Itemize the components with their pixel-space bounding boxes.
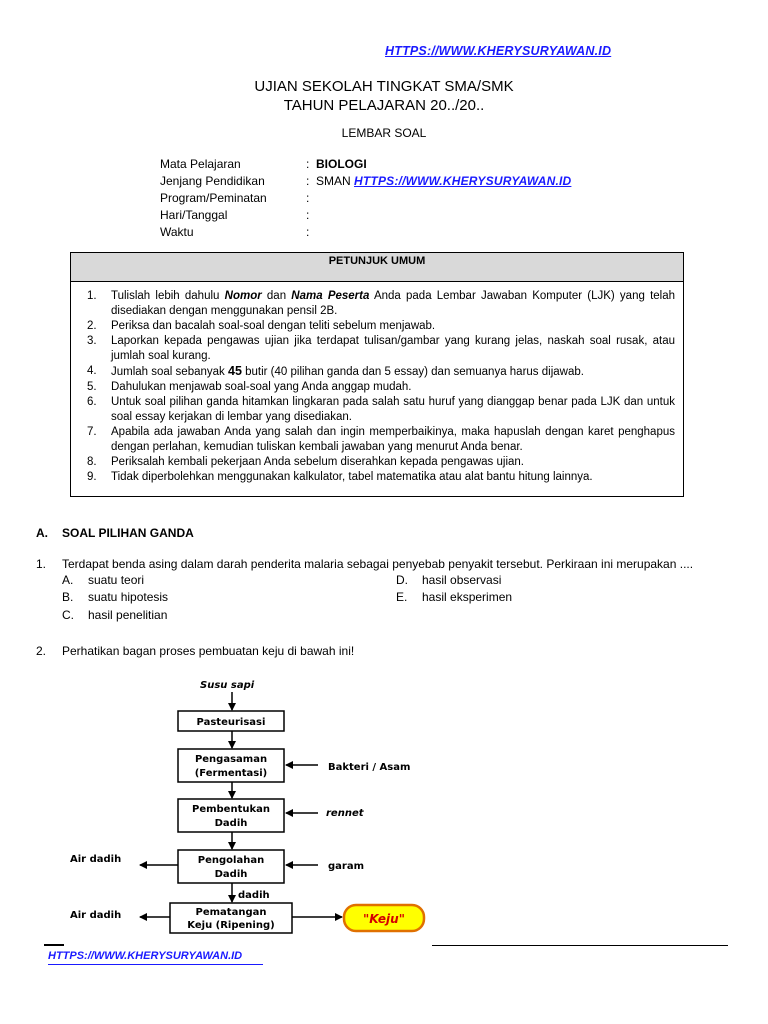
option-d[interactable]: D. hasil observasi (396, 573, 502, 587)
info-row-subject (160, 157, 571, 174)
top-website-link[interactable]: HTTPS://WWW.KHERYSURYAWAN.ID (385, 44, 612, 58)
step-label: Pembentukan (191, 804, 271, 815)
step-label: Dadih (214, 818, 248, 829)
info-label: Jenjang Pendidikan (160, 174, 265, 188)
info-value: BIOLOGI (316, 157, 367, 171)
instructions-heading: PETUNJUK UMUM (71, 253, 683, 282)
info-colon: : (306, 157, 310, 171)
instruction-number: 4. (87, 365, 97, 377)
instruction-item (87, 334, 675, 364)
instruction-text: Periksa dan bacalah soal-soal dengan teliti sebelum menjawab. (111, 320, 436, 332)
instruction-text: Laporkan kepada pengawas ujian jika terdapat tulisan/gambar yang kurang jelas, naskah soal rusak, atau jumlah soal kurang. (111, 335, 675, 362)
output-label: Air dadih (70, 910, 122, 921)
footer-rule (432, 945, 728, 946)
section-title: SOAL PILIHAN GANDA (62, 526, 194, 540)
step-label: Pengasaman (194, 754, 268, 765)
instruction-number: 3. (87, 335, 97, 347)
info-label: Program/Peminatan (160, 191, 267, 205)
info-row-level (160, 174, 571, 191)
section-a-heading (36, 526, 194, 540)
exam-info (160, 157, 571, 242)
instruction-item (87, 289, 675, 319)
instruction-text: Periksalah kembali pekerjaan Anda sebelum diserahkan kepada pengawas ujian. (111, 456, 524, 468)
instruction-number: 7. (87, 426, 97, 438)
info-label: Hari/Tanggal (160, 208, 228, 222)
instruction-text: Tulislah lebih dahulu Nomor dan Nama Peserta Anda pada Lembar Jawaban Komputer (LJK) yang telah disediakan dengan menggunakan pensil 2B. (111, 290, 676, 317)
academic-year-title: TAHUN PELAJARAN 20../20.. (283, 97, 485, 114)
info-colon: : (306, 225, 310, 239)
instruction-item (87, 470, 675, 485)
input-label: Bakteri / Asam (328, 762, 411, 773)
option-e[interactable]: E. hasil eksperimen (396, 590, 513, 604)
footer-rule-short (44, 944, 64, 946)
question-text: Terdapat benda asing dalam darah penderita malaria sebagai penyebab penyakit tersebut. Perkiraan ini merupakan .... (62, 557, 694, 571)
info-label: Waktu (160, 225, 194, 239)
result-label: "Keju" (363, 912, 405, 926)
instruction-text: Jumlah soal sebanyak 45 butir (40 pilihan ganda dan 5 essay) dan semuanya harus dijawab. (111, 364, 584, 378)
input-label: garam (328, 861, 365, 872)
step-label: Pengolahan (197, 855, 265, 866)
instruction-text: Dahulukan menjawab soal-soal yang Anda anggap mudah. (111, 381, 412, 393)
general-instructions-box (70, 252, 684, 497)
instruction-item (87, 395, 675, 425)
info-row-date (160, 208, 571, 225)
info-website-link[interactable]: HTTPS://WWW.KHERYSURYAWAN.ID (354, 174, 572, 188)
info-row-program (160, 191, 571, 208)
instruction-text: Untuk soal pilihan ganda hitamkan lingkaran pada salah satu huruf yang dianggap benar pada LJK dan untuk soal essay kerjakan di lembar yang disediakan. (111, 396, 675, 423)
section-letter: A. (36, 526, 48, 540)
info-row-time (160, 225, 571, 242)
step-label: Pasteurisasi (196, 717, 266, 728)
instruction-number: 2. (87, 320, 97, 332)
instruction-text: Tidak diperbolehkan menggunakan kalkulator, tabel matematika atau alat bantu hitung lainnya. (111, 471, 593, 483)
sheet-subtitle: LEMBAR SOAL (341, 126, 427, 140)
info-colon: : (306, 191, 310, 205)
instruction-item (87, 455, 675, 470)
instruction-number: 1. (87, 290, 97, 302)
info-colon: : (306, 174, 310, 188)
instruction-number: 9. (87, 471, 97, 483)
step-label: Dadih (214, 869, 248, 880)
option-a[interactable]: A. suatu teori (62, 573, 145, 587)
step-label: Keju (Ripening) (187, 920, 275, 931)
diagram-start-label: Susu sapi (200, 680, 255, 691)
instruction-number: 8. (87, 456, 97, 468)
output-label: Air dadih (70, 854, 122, 865)
step-label: (Fermentasi) (194, 768, 268, 779)
instruction-item (87, 425, 675, 455)
instruction-item (87, 380, 675, 395)
question-2 (36, 644, 354, 658)
info-value: SMAN (316, 174, 351, 188)
footer-website-link[interactable]: HTTPS://WWW.KHERYSURYAWAN.ID (48, 950, 263, 965)
instruction-item (87, 364, 675, 380)
between-label: dadih (238, 890, 270, 901)
exam-title: UJIAN SEKOLAH TINGKAT SMA/SMK (254, 78, 514, 95)
question-number: 2. (36, 644, 47, 658)
step-label: Pematangan (195, 907, 267, 918)
cheese-process-diagram (60, 672, 460, 931)
instruction-number: 6. (87, 396, 97, 408)
option-c[interactable]: C. hasil penelitian (62, 608, 168, 622)
question-1 (36, 557, 693, 571)
question-number: 1. (36, 557, 47, 571)
option-b[interactable]: B. suatu hipotesis (62, 590, 169, 604)
info-colon: : (306, 208, 310, 222)
instruction-text: Apabila ada jawaban Anda yang salah dan ingin memperbaikinya, maka hapuslah dengan karet penghapus dengan perlahan, kemudian tuliskan kembali jawaban yang menurut Anda benar. (111, 426, 675, 453)
input-label: rennet (326, 808, 364, 819)
instruction-item (87, 319, 675, 334)
info-label: Mata Pelajaran (160, 157, 241, 171)
question-text: Perhatikan bagan proses pembuatan keju di bawah ini! (62, 644, 355, 658)
instruction-number: 5. (87, 381, 97, 393)
instructions-list (71, 282, 683, 485)
